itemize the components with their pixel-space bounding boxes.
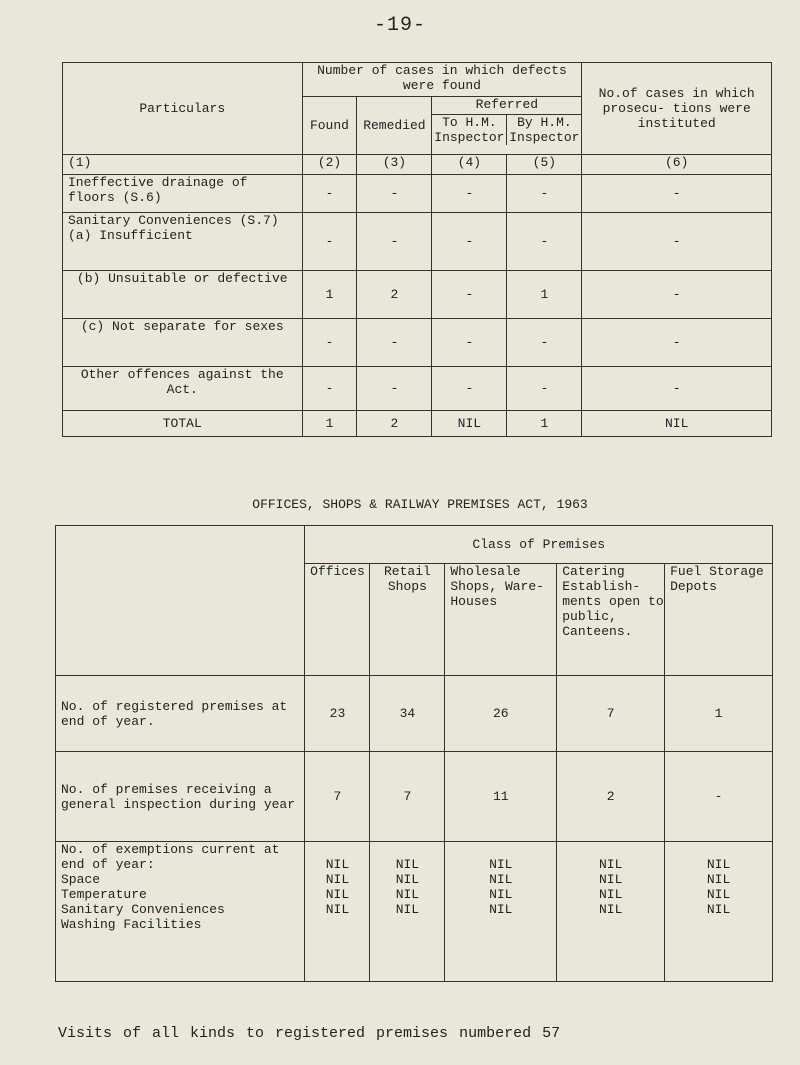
table-row: Other offences against the Act. - - - - - <box>63 367 772 411</box>
table-row: Sanitary Conveniences (S.7) (a) Insufficient - - - - - <box>63 213 772 271</box>
table-row: No. of registered premises at end of year. 23 34 26 7 1 <box>56 676 773 752</box>
remedied-header: Remedied <box>357 97 432 155</box>
col-num-5: (5) <box>507 155 582 175</box>
col-num-2: (2) <box>302 155 357 175</box>
number-found-header: Number of cases in which defects were found <box>302 63 582 97</box>
offices-header: Offices <box>305 564 370 676</box>
premises-table <box>55 525 773 982</box>
referred-label: Referred <box>475 97 539 112</box>
particulars-header: Particulars <box>63 63 303 155</box>
exemptions-row: No. of exemptions current at end of year: Space Temperature Sanitary Conveniences Washing Facilities NIL NIL NIL NIL NIL NIL NIL NIL NIL NIL NIL NIL NIL NIL NIL NIL NIL NIL NIL NIL <box>56 842 773 982</box>
total-row: TOTAL 1 2 NIL 1 NIL <box>63 411 772 437</box>
page-number: -19- <box>373 14 426 37</box>
table-row: (c) Not separate for sexes - - - - - <box>63 319 772 367</box>
col-num-3: (3) <box>357 155 432 175</box>
referred-header <box>432 97 582 155</box>
table-row: Ineffective drainage of floors (S.6) - - - - - <box>63 175 772 213</box>
col-num-6: (6) <box>582 155 772 175</box>
col-num-4: (4) <box>432 155 507 175</box>
visits-footer: Visits of all kinds to registered premises numbered 57 <box>58 1025 561 1042</box>
fuel-header: Fuel Storage Depots <box>665 564 773 676</box>
class-of-premises-header: Class of Premises <box>305 526 773 564</box>
section-title: OFFICES, SHOPS & RAILWAY PREMISES ACT, 1963 <box>252 497 588 512</box>
col-num-1: (1) <box>63 155 303 175</box>
table-row: No. of premises receiving a general inspection during year 7 7 11 2 - <box>56 752 773 842</box>
to-hm-header: To H.M. Inspector <box>432 115 507 145</box>
table-row: (b) Unsuitable or defective 1 2 - 1 - <box>63 271 772 319</box>
retail-shops-header: Retail Shops <box>370 564 445 676</box>
catering-header: Catering Establish- ments open to public, Canteens. <box>557 564 665 676</box>
found-header: Found <box>302 97 357 155</box>
defects-table <box>62 62 772 437</box>
prosecutions-header: No.of cases in which prosecu- tions were instituted <box>582 63 772 155</box>
exemptions-label: No. of exemptions current at end of year: <box>61 842 280 872</box>
wholesale-header: Wholesale Shops, Ware- Houses <box>445 564 557 676</box>
by-hm-header: By H.M. Inspector <box>509 115 580 145</box>
